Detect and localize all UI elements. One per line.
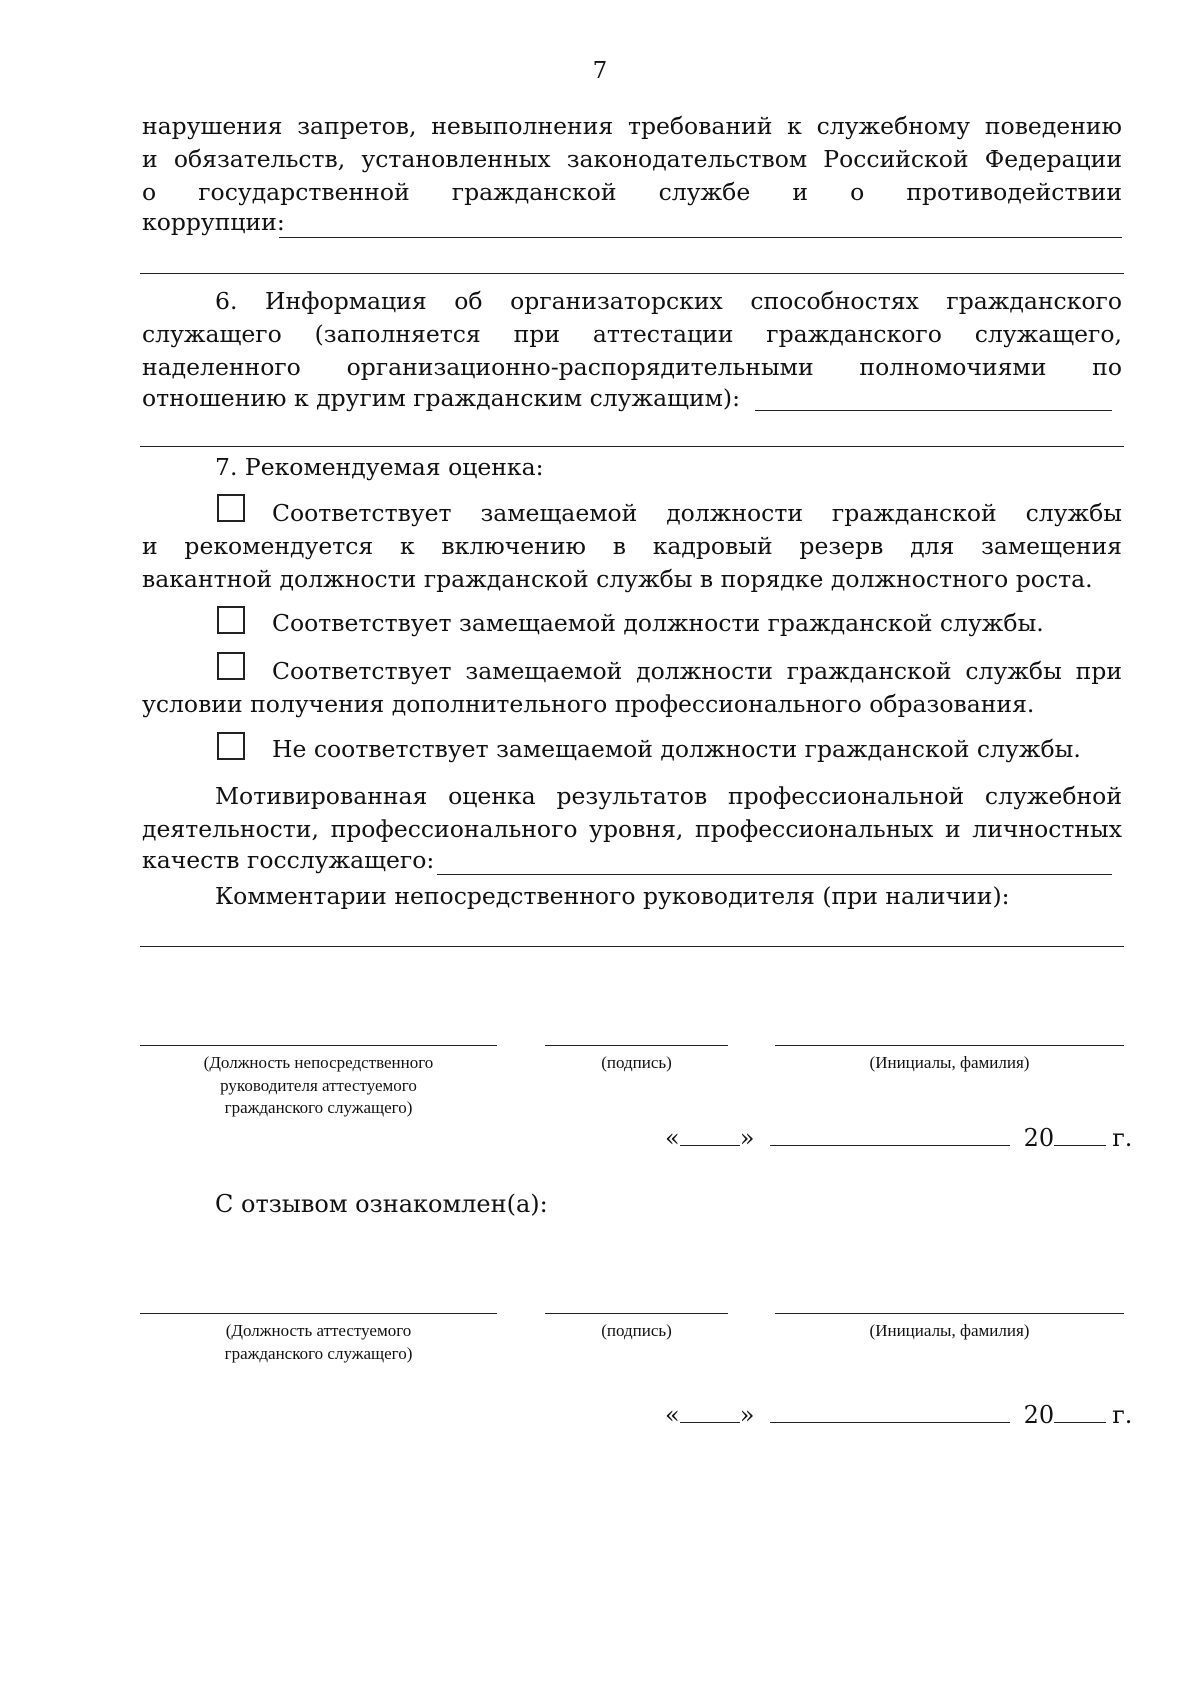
year-input[interactable]: [1054, 1123, 1106, 1146]
employee-name-caption: (Инициалы, фамилия): [869, 1321, 1030, 1340]
option4-text: Не соответствует замещаемой должности гражданской службы.: [272, 735, 1081, 763]
employee-signature-line[interactable]: [545, 1313, 728, 1314]
employee-position-caption: (Должность аттестуемого гражданского служащего): [224, 1321, 413, 1363]
day-input[interactable]: [680, 1123, 740, 1146]
supervisor-position-caption: (Должность непосредственного руководителя аттестуемого гражданского служащего): [203, 1053, 434, 1117]
section5-line1: нарушения запретов, невыполнения требований к служебному поведению: [142, 112, 1122, 140]
option1-line1: Соответствует замещаемой должности гражданской службы: [272, 499, 1122, 527]
section6-line3: наделенного организационно-распорядительными полномочиями по: [142, 353, 1122, 381]
option3-line2: условии получения дополнительного профессионального образования.: [142, 690, 1035, 718]
option4-checkbox[interactable]: [217, 732, 245, 760]
section5-corruption-label: коррупции:: [142, 208, 285, 236]
section6-extra-line[interactable]: [140, 446, 1124, 447]
date-open-quote: «: [665, 1124, 680, 1152]
date-close-quote: »: [739, 1124, 755, 1152]
motivated-line2: деятельности, профессионального уровня, профессиональных и личностных: [142, 815, 1122, 843]
option2-text: Соответствует замещаемой должности гражданской службы.: [272, 609, 1044, 637]
year-suffix: г.: [1112, 1401, 1133, 1429]
date-field-2: [665, 1400, 1132, 1429]
supervisor-name-line[interactable]: [775, 1045, 1124, 1046]
supervisor-signature-caption: (подпись): [601, 1053, 672, 1072]
section7-title: 7. Рекомендуемая оценка:: [215, 453, 544, 481]
section5-line2: и обязательств, установленных законодательством Российской Федерации: [142, 145, 1122, 173]
motivated-line1: Мотивированная оценка результатов профессиональной служебной: [215, 782, 1122, 810]
date-open-quote: «: [665, 1401, 680, 1429]
corruption-answer-line[interactable]: [279, 237, 1122, 238]
section5-extra-line[interactable]: [140, 273, 1124, 274]
month-input[interactable]: [770, 1123, 1010, 1146]
year-prefix: 20: [1023, 1401, 1055, 1429]
acknowledged-label: С отзывом ознакомлен(а):: [215, 1190, 548, 1218]
year-prefix: 20: [1023, 1124, 1055, 1152]
comments-answer-line[interactable]: [140, 946, 1124, 947]
date-field-1: [665, 1123, 1132, 1152]
year-suffix: г.: [1112, 1124, 1133, 1152]
date-close-quote: »: [739, 1401, 755, 1429]
page-number: 7: [592, 58, 608, 84]
employee-name-line[interactable]: [775, 1313, 1124, 1314]
section6-label: отношению к другим гражданским служащим):: [142, 384, 740, 412]
day-input[interactable]: [680, 1400, 740, 1423]
employee-signature-caption: (подпись): [601, 1321, 672, 1340]
organizational-skills-answer-line[interactable]: [755, 410, 1112, 411]
option1-checkbox[interactable]: [217, 494, 245, 522]
supervisor-name-caption: (Инициалы, фамилия): [869, 1053, 1030, 1072]
supervisor-signature-line[interactable]: [545, 1045, 728, 1046]
month-input[interactable]: [770, 1400, 1010, 1423]
option3-line1: Соответствует замещаемой должности гражданской службы при: [272, 657, 1122, 685]
option1-line2: и рекомендуется к включению в кадровый резерв для замещения: [142, 532, 1122, 560]
section5-line3: о государственной гражданской службе и о противодействии: [142, 178, 1122, 206]
supervisor-position-line[interactable]: [140, 1045, 497, 1046]
motivated-answer-line[interactable]: [437, 874, 1112, 875]
section6-line1: 6. Информация об организаторских способностях гражданского: [215, 287, 1122, 315]
section6-line2: служащего (заполняется при аттестации гражданского служащего,: [142, 320, 1122, 348]
option3-checkbox[interactable]: [217, 652, 245, 680]
option1-line3: вакантной должности гражданской службы в порядке должностного роста.: [142, 565, 1093, 593]
motivated-label: качеств госслужащего:: [142, 846, 435, 874]
option2-checkbox[interactable]: [217, 606, 245, 634]
employee-position-line[interactable]: [140, 1313, 497, 1314]
comments-label: Комментарии непосредственного руководителя (при наличии):: [215, 882, 1010, 910]
year-input[interactable]: [1054, 1400, 1106, 1423]
